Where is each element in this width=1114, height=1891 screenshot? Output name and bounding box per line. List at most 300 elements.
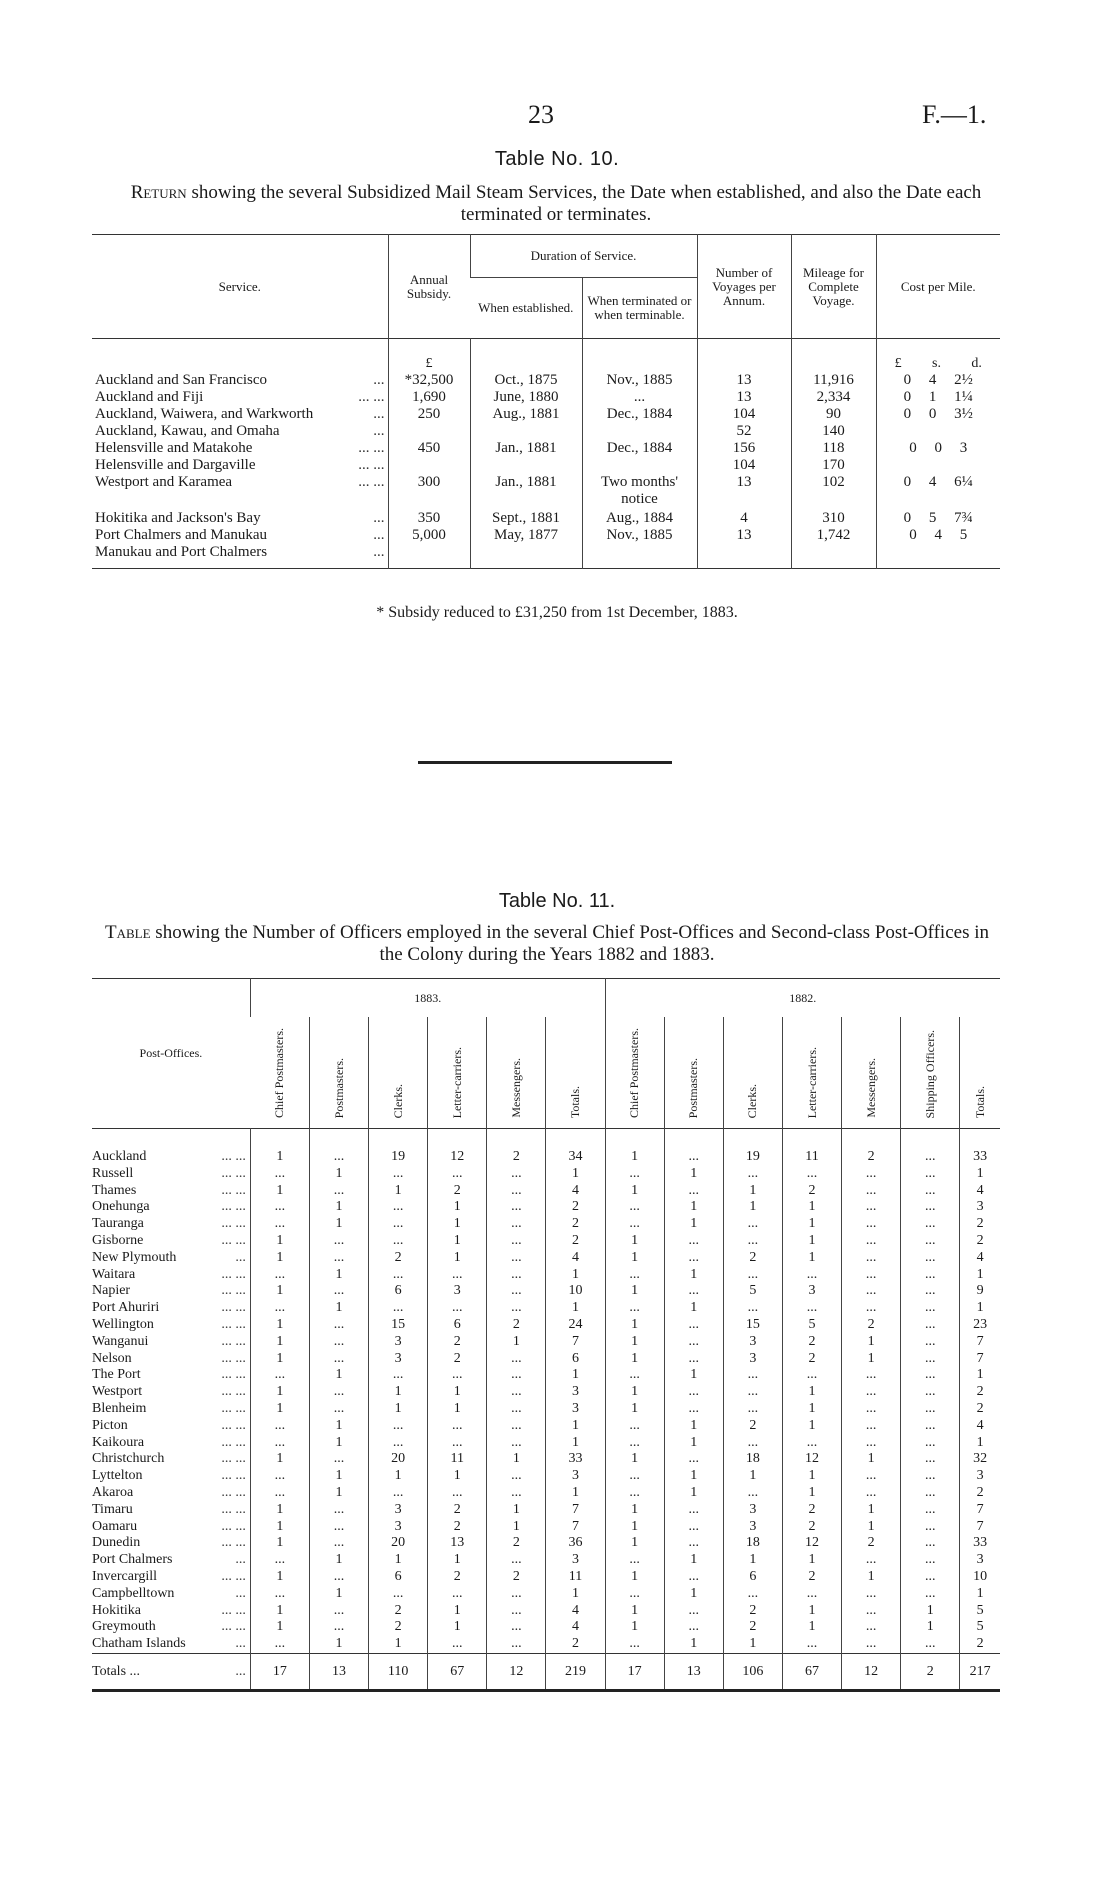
table11-row: [92, 1384, 1000, 1401]
cost-cell: 0 5 7¾: [876, 510, 1000, 527]
cost-cell: 0 4 5: [876, 527, 1000, 544]
value-1882: 1: [842, 1451, 901, 1468]
value-1882: ...: [723, 1401, 782, 1418]
value-1882: 1: [901, 1619, 960, 1636]
value-1883: 1: [428, 1233, 487, 1250]
post-office-cell: [92, 1418, 250, 1435]
value-1882: 1: [664, 1552, 723, 1569]
value-1883: 2: [369, 1619, 428, 1636]
value-1882: ...: [842, 1435, 901, 1452]
value-1883: ...: [487, 1418, 546, 1435]
value-1882: 9: [960, 1283, 1000, 1300]
col-1882-label: Totals.: [972, 1085, 987, 1118]
value-1883: 3: [428, 1283, 487, 1300]
value-1882: 1: [664, 1216, 723, 1233]
totals-label: Totals ...: [92, 1663, 141, 1679]
value-1882: 1: [960, 1300, 1000, 1317]
service-cell: [92, 510, 388, 527]
leader-dots: ... ...: [221, 1182, 246, 1198]
value-1883: 1: [546, 1166, 605, 1183]
value-1882: ...: [664, 1502, 723, 1519]
value-1882: ...: [664, 1334, 723, 1351]
value-1882: ...: [901, 1351, 960, 1368]
total-1883: 17: [250, 1653, 309, 1690]
terminated-cell: ...: [582, 389, 697, 406]
value-1882: ...: [901, 1216, 960, 1233]
value-1882: 1: [605, 1334, 664, 1351]
value-1883: ...: [309, 1183, 368, 1200]
value-1882: ...: [605, 1485, 664, 1502]
leader-dots: ...: [235, 1585, 246, 1601]
value-1882: ...: [723, 1166, 782, 1183]
value-1882: 12: [782, 1451, 841, 1468]
leader-dots: ... ...: [221, 1602, 246, 1618]
total-1883: 110: [369, 1653, 428, 1690]
value-1882: ...: [664, 1401, 723, 1418]
value-1882: ...: [605, 1216, 664, 1233]
value-1882: ...: [901, 1283, 960, 1300]
col-1883-header: [309, 1017, 368, 1129]
leader-dots: ... ...: [221, 1468, 246, 1484]
cost-unit-pounds: £: [894, 356, 902, 371]
table11-row: [92, 1519, 1000, 1536]
section-divider: [418, 761, 672, 764]
leader-dots: ... ...: [221, 1149, 246, 1164]
value-1882: 1: [782, 1552, 841, 1569]
value-1882: 12: [782, 1535, 841, 1552]
value-1883: 1: [250, 1334, 309, 1351]
table11-row: [92, 1300, 1000, 1317]
value-1882: 5: [723, 1283, 782, 1300]
leader-dots: ... ...: [221, 1333, 246, 1349]
voyages-cell: 13: [697, 372, 791, 389]
value-1883: ...: [309, 1569, 368, 1586]
table10-header-subsidy: Annual Subsidy.: [388, 235, 470, 339]
service-cell: [92, 406, 388, 423]
table11-row: [92, 1535, 1000, 1552]
value-1882: ...: [605, 1166, 664, 1183]
value-1882: 7: [960, 1334, 1000, 1351]
post-office-cell: [92, 1233, 250, 1250]
leader-dots: ... ...: [221, 1518, 246, 1534]
value-1883: ...: [428, 1485, 487, 1502]
value-1882: 1: [782, 1418, 841, 1435]
value-1882: 1: [605, 1233, 664, 1250]
table10-header-terminated: When terminated or when terminable.: [582, 278, 697, 339]
value-1882: ...: [901, 1300, 960, 1317]
post-office-cell: [92, 1451, 250, 1468]
value-1882: ...: [782, 1166, 841, 1183]
value-1883: ...: [487, 1351, 546, 1368]
table10-caption: [106, 182, 1006, 226]
subsidy-cell: 5,000: [388, 527, 470, 544]
post-office-cell: [92, 1250, 250, 1267]
total-1883: 67: [428, 1653, 487, 1690]
table10-row: [92, 527, 1000, 544]
value-1882: 1: [782, 1485, 841, 1502]
value-1883: ...: [309, 1384, 368, 1401]
post-office-name: Akaroa: [92, 1484, 134, 1500]
value-1882: 1: [605, 1401, 664, 1418]
table11-row: [92, 1233, 1000, 1250]
col-1882-label: Shipping Officers.: [922, 1029, 937, 1118]
table11-row: [92, 1334, 1000, 1351]
value-1882: 2: [782, 1351, 841, 1368]
post-office-name: Oamaru: [92, 1518, 138, 1534]
leader-dots: ... ...: [358, 474, 385, 490]
value-1882: 7: [960, 1502, 1000, 1519]
value-1882: ...: [842, 1166, 901, 1183]
table11-title: Table No. 11.: [498, 890, 616, 912]
post-office-cell: [92, 1317, 250, 1334]
value-1882: 1: [842, 1519, 901, 1536]
value-1883: 1: [487, 1502, 546, 1519]
mileage-cell: 2,334: [791, 389, 876, 406]
value-1883: 1: [250, 1569, 309, 1586]
value-1882: 1: [782, 1384, 841, 1401]
terminated-cell: [582, 544, 697, 568]
value-1883: ...: [369, 1435, 428, 1452]
leader-dots: ... ...: [221, 1283, 246, 1299]
table10-footnote: * Subsidy reduced to £31,250 from 1st December, 1883.: [376, 604, 738, 621]
value-1883: 7: [546, 1334, 605, 1351]
value-1883: 3: [369, 1334, 428, 1351]
table11-row: [92, 1435, 1000, 1452]
value-1883: ...: [487, 1216, 546, 1233]
value-1883: ...: [309, 1519, 368, 1536]
value-1882: ...: [842, 1586, 901, 1603]
value-1883: 2: [428, 1334, 487, 1351]
voyages-cell: 52: [697, 423, 791, 440]
post-office-cell: [92, 1183, 250, 1200]
leader-dots: ... ...: [221, 1417, 246, 1433]
value-1883: ...: [309, 1535, 368, 1552]
post-office-name: The Port: [92, 1367, 141, 1383]
service-name: Auckland, Waiwera, and Warkworth: [95, 406, 314, 422]
value-1882: ...: [842, 1367, 901, 1384]
cost-cell: 0 4 6¼: [876, 474, 1000, 510]
terminated-cell: Two months' notice: [582, 474, 697, 510]
value-1882: 1: [782, 1199, 841, 1216]
value-1882: 1: [605, 1183, 664, 1200]
value-1882: ...: [901, 1250, 960, 1267]
subsidy-cell: 250: [388, 406, 470, 423]
post-office-cell: [92, 1351, 250, 1368]
totals-label-cell: [92, 1653, 250, 1690]
value-1882: 5: [960, 1619, 1000, 1636]
value-1883: ...: [369, 1586, 428, 1603]
value-1883: ...: [250, 1418, 309, 1435]
table10-row: [92, 457, 1000, 474]
value-1883: 1: [250, 1619, 309, 1636]
mileage-cell: 140: [791, 423, 876, 440]
value-1882: ...: [782, 1636, 841, 1653]
value-1882: 1: [605, 1535, 664, 1552]
value-1883: 3: [546, 1468, 605, 1485]
value-1883: 13: [428, 1535, 487, 1552]
value-1882: 2: [782, 1183, 841, 1200]
service-cell: [92, 457, 388, 474]
value-1883: ...: [369, 1166, 428, 1183]
col-1883-label: Postmasters.: [331, 1057, 346, 1118]
value-1883: ...: [428, 1586, 487, 1603]
value-1883: 34: [546, 1129, 605, 1166]
value-1883: ...: [250, 1485, 309, 1502]
value-1882: 1: [782, 1619, 841, 1636]
value-1883: ...: [487, 1435, 546, 1452]
value-1883: ...: [309, 1502, 368, 1519]
value-1882: 1: [605, 1569, 664, 1586]
value-1882: 23: [960, 1317, 1000, 1334]
terminated-cell: Aug., 1884: [582, 510, 697, 527]
value-1883: 7: [546, 1519, 605, 1536]
value-1883: 1: [428, 1401, 487, 1418]
value-1882: ...: [605, 1267, 664, 1284]
value-1882: 1: [960, 1267, 1000, 1284]
total-1882: 106: [723, 1653, 782, 1690]
leader-dots: ... ...: [221, 1451, 246, 1467]
value-1883: 19: [369, 1129, 428, 1166]
value-1882: 7: [960, 1351, 1000, 1368]
value-1883: 33: [546, 1451, 605, 1468]
value-1882: 1: [901, 1603, 960, 1620]
value-1883: 1: [250, 1401, 309, 1418]
value-1882: ...: [842, 1233, 901, 1250]
value-1882: ...: [723, 1267, 782, 1284]
value-1883: 1: [309, 1300, 368, 1317]
value-1882: 2: [782, 1569, 841, 1586]
value-1882: ...: [901, 1199, 960, 1216]
voyages-cell: [697, 544, 791, 568]
value-1882: 3: [960, 1552, 1000, 1569]
value-1882: 1: [605, 1384, 664, 1401]
established-cell: May, 1877: [470, 527, 582, 544]
value-1883: 2: [546, 1636, 605, 1653]
post-office-name: Port Ahuriri: [92, 1300, 160, 1316]
post-office-name: Waitara: [92, 1266, 136, 1282]
value-1883: ...: [369, 1216, 428, 1233]
table11-row: [92, 1351, 1000, 1368]
value-1883: 1: [546, 1300, 605, 1317]
value-1883: 2: [487, 1535, 546, 1552]
table11-row: [92, 1216, 1000, 1233]
post-office-cell: [92, 1384, 250, 1401]
leader-dots: ... ...: [221, 1165, 246, 1181]
value-1882: 2: [960, 1384, 1000, 1401]
value-1882: ...: [605, 1367, 664, 1384]
terminated-cell: [582, 457, 697, 474]
total-1882: 17: [605, 1653, 664, 1690]
service-cell: [92, 440, 388, 457]
mileage-cell: 310: [791, 510, 876, 527]
value-1883: 2: [546, 1216, 605, 1233]
table10-header-duration: Duration of Service.: [470, 235, 697, 278]
value-1882: ...: [605, 1418, 664, 1435]
leader-dots: ...: [235, 1636, 246, 1652]
col-1883-label: Letter-carriers.: [449, 1046, 464, 1118]
subsidy-cell: 450: [388, 440, 470, 457]
value-1882: 3: [723, 1334, 782, 1351]
value-1882: 1: [723, 1468, 782, 1485]
value-1882: ...: [901, 1586, 960, 1603]
service-name: Port Chalmers and Manukau: [95, 527, 268, 543]
value-1882: 2: [842, 1317, 901, 1334]
leader-dots: ... ...: [221, 1400, 246, 1416]
leader-dots: ... ...: [358, 457, 385, 473]
value-1883: 6: [369, 1283, 428, 1300]
value-1882: 1: [605, 1317, 664, 1334]
leader-dots: ... ...: [221, 1232, 246, 1248]
value-1883: ...: [487, 1552, 546, 1569]
leader-dots: ...: [373, 372, 385, 388]
value-1883: 1: [428, 1216, 487, 1233]
value-1883: ...: [309, 1334, 368, 1351]
value-1882: ...: [782, 1300, 841, 1317]
value-1882: ...: [723, 1586, 782, 1603]
value-1883: ...: [309, 1317, 368, 1334]
post-office-name: Chatham Islands: [92, 1636, 186, 1652]
post-office-cell: [92, 1129, 250, 1166]
value-1883: 2: [428, 1502, 487, 1519]
value-1882: ...: [901, 1233, 960, 1250]
value-1882: ...: [782, 1267, 841, 1284]
service-name: Auckland, Kawau, and Omaha: [95, 423, 280, 439]
value-1883: 3: [369, 1502, 428, 1519]
leader-dots: ... ...: [221, 1199, 246, 1215]
value-1883: 1: [250, 1283, 309, 1300]
established-cell: June, 1880: [470, 389, 582, 406]
value-1882: ...: [901, 1435, 960, 1452]
total-1882: 67: [782, 1653, 841, 1690]
value-1883: ...: [369, 1199, 428, 1216]
value-1883: 1: [428, 1384, 487, 1401]
value-1882: 1: [782, 1216, 841, 1233]
value-1882: 1: [960, 1367, 1000, 1384]
table11-row: [92, 1418, 1000, 1435]
value-1883: 6: [546, 1351, 605, 1368]
established-cell: Jan., 1881: [470, 474, 582, 510]
value-1883: 2: [487, 1317, 546, 1334]
table11-row: [92, 1199, 1000, 1216]
col-1883-header: [546, 1017, 605, 1129]
total-1883: 12: [487, 1653, 546, 1690]
col-1882-header: [901, 1017, 960, 1129]
table11-row: [92, 1267, 1000, 1284]
value-1882: ...: [605, 1199, 664, 1216]
service-cell: [92, 527, 388, 544]
established-cell: [470, 457, 582, 474]
value-1882: 2: [960, 1485, 1000, 1502]
value-1883: ...: [309, 1129, 368, 1166]
value-1883: 4: [546, 1603, 605, 1620]
value-1883: ...: [487, 1183, 546, 1200]
leader-dots: ... ...: [221, 1316, 246, 1332]
value-1882: ...: [664, 1283, 723, 1300]
mileage-cell: 1,742: [791, 527, 876, 544]
table10-header-voyages: Number of Voyages per Annum.: [697, 235, 791, 339]
value-1883: 1: [250, 1603, 309, 1620]
value-1882: 1: [960, 1166, 1000, 1183]
value-1883: 10: [546, 1283, 605, 1300]
value-1882: 1: [605, 1519, 664, 1536]
leader-dots: ...: [235, 1552, 246, 1568]
value-1882: ...: [842, 1552, 901, 1569]
value-1882: ...: [901, 1401, 960, 1418]
value-1882: 1: [664, 1485, 723, 1502]
value-1883: 6: [369, 1569, 428, 1586]
value-1882: ...: [664, 1233, 723, 1250]
value-1882: ...: [664, 1183, 723, 1200]
value-1882: 33: [960, 1129, 1000, 1166]
value-1882: ...: [842, 1485, 901, 1502]
value-1883: 1: [546, 1367, 605, 1384]
value-1882: 1: [723, 1552, 782, 1569]
table11-row: [92, 1586, 1000, 1603]
value-1882: 1: [605, 1283, 664, 1300]
service-name: Auckland and San Francisco: [95, 372, 268, 388]
value-1882: 1: [842, 1502, 901, 1519]
value-1883: 1: [546, 1485, 605, 1502]
voyages-cell: 104: [697, 457, 791, 474]
value-1883: ...: [369, 1267, 428, 1284]
value-1882: 1: [664, 1166, 723, 1183]
totals-dots: ...: [235, 1663, 246, 1679]
table11-row: [92, 1552, 1000, 1569]
col-1883-header: [250, 1017, 309, 1129]
established-cell: [470, 544, 582, 568]
post-office-name: Campbelltown: [92, 1585, 175, 1601]
leader-dots: ... ...: [221, 1619, 246, 1635]
service-cell: [92, 474, 388, 510]
value-1883: ...: [487, 1367, 546, 1384]
value-1882: 1: [842, 1334, 901, 1351]
table11-caption-lead: Table: [105, 922, 151, 943]
table11-year-1883: 1883.: [250, 979, 605, 1018]
value-1883: 2: [428, 1351, 487, 1368]
table11-row: [92, 1401, 1000, 1418]
table11-row: [92, 1367, 1000, 1384]
value-1882: ...: [901, 1451, 960, 1468]
value-1883: ...: [369, 1300, 428, 1317]
col-1882-label: Clerks.: [745, 1083, 760, 1118]
value-1882: 1: [723, 1183, 782, 1200]
value-1883: ...: [428, 1636, 487, 1653]
col-1882-header: [664, 1017, 723, 1129]
value-1882: 1: [605, 1351, 664, 1368]
value-1882: 4: [960, 1250, 1000, 1267]
col-1882-label: Letter-carriers.: [804, 1046, 819, 1118]
value-1882: 1: [664, 1418, 723, 1435]
leader-dots: ... ...: [221, 1384, 246, 1400]
established-cell: Jan., 1881: [470, 440, 582, 457]
value-1882: ...: [782, 1435, 841, 1452]
table11-year-1882: 1882.: [605, 979, 1000, 1018]
post-office-name: Thames: [92, 1182, 137, 1198]
value-1883: 1: [428, 1468, 487, 1485]
cost-cell: 0 0 3½: [876, 406, 1000, 423]
value-1882: ...: [901, 1267, 960, 1284]
post-office-name: Hokitika: [92, 1602, 141, 1618]
value-1882: 3: [723, 1502, 782, 1519]
value-1883: 1: [428, 1552, 487, 1569]
value-1883: ...: [487, 1199, 546, 1216]
value-1882: 4: [960, 1418, 1000, 1435]
value-1883: 1: [309, 1267, 368, 1284]
value-1883: 1: [428, 1199, 487, 1216]
value-1882: 1: [605, 1451, 664, 1468]
value-1882: 1: [664, 1468, 723, 1485]
value-1883: 1: [546, 1586, 605, 1603]
